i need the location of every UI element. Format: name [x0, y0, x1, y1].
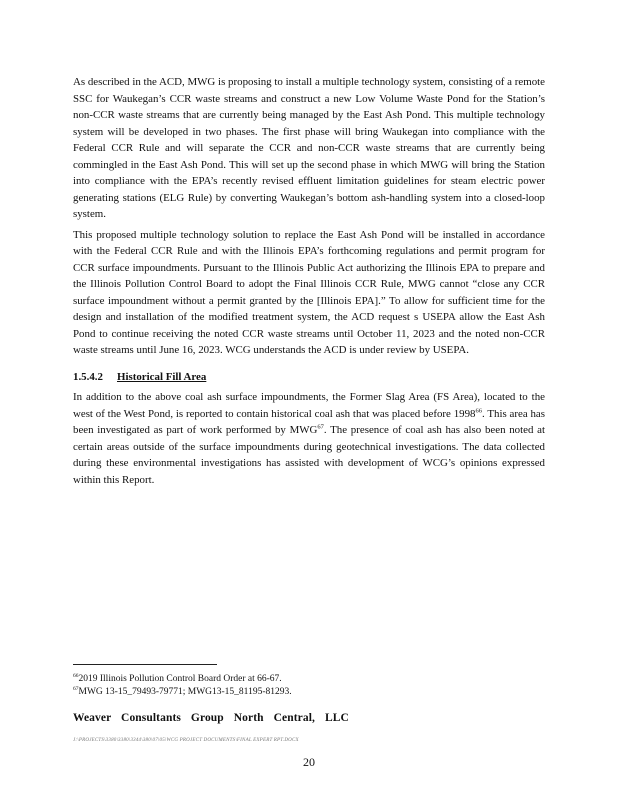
body-text: [73, 74, 545, 492]
section-number: 1.5.4.2: [73, 370, 103, 383]
paragraph-multiple-technology: This proposed multiple technology solution to replace the East Ash Pond will be installed in accordance with the Federal CCR Rule and with the Illinois EPA’s forthcoming regulations and permit program for CCR surface impoundments. Pursuant to the Illinois Public Act authorizing the Illinois EPA to prepare and the Illinois Pollution Control Board to adopt the Final Illinois CCR Rule, MWG cannot “close any CCR surface impoundment without a permit granted by the [Illinois EPA].” To allow for sufficient time for the design and installation of the modified treatment system, the ACD request s USEPA allow the East Ash Pond to continue receiving the noted CCR waste streams until October 11, 2023 and the noted non-CCR waste streams until June 16, 2023. WCG understands the ACD is under review by USEPA.: [73, 228, 545, 356]
footnote-ref-66[interactable]: 66: [475, 406, 482, 414]
footer-company-name: Weaver Consultants Group North Central, LLC: [73, 712, 349, 724]
footnote-separator: [73, 664, 217, 665]
paragraph-historical-fill-area: [73, 389, 545, 488]
footnotes: [73, 673, 545, 699]
footnote-67: [73, 686, 545, 699]
footer-file-path: J:\PROJECTS\3380\3380\3344\380\07\05\WCG PROJECT DOCUMENTS\FINAL EXPERT RPT.DOCX: [73, 738, 299, 743]
paragraph-text-part-1: In addition to the above coal ash surface impoundments, the Former Slag Area (FS Area), located to the west of the West Pond, is reported to contain historical coal ash that was placed before 1998: [73, 391, 545, 420]
paragraph-text-part-2: . This area has been investigated as part of work performed by MWG: [73, 407, 546, 436]
page-number: 20: [303, 755, 315, 769]
footnote-ref-67[interactable]: 67: [317, 423, 324, 431]
section-heading: [73, 369, 545, 386]
paragraph-text-part-3: . The presence of coal ash has also been noted at certain areas outside of the surface impoundments during geotechnical investigations. The data collected during these environmental investigations has assisted with development of WCG’s opinions expressed within this Report.: [73, 424, 545, 486]
footnote-marker: 67: [73, 685, 79, 692]
section-title: Historical Fill Area: [117, 370, 207, 383]
paragraph-acd-proposal: As described in the ACD, MWG is proposing to install a multiple technology system, consisting of a remote SSC for Waukegan’s CCR waste streams and construct a new Low Volume Waste Pond for the Station’s non-CCR waste streams that are currently being managed by the East Ash Pond. This multiple technology system will be developed in two phases. The first phase will bring Waukegan into compliance with the Federal CCR Rule and will separate the CCR and non-CCR waste streams that are currently being commingled in the East Ash Pond. This will set up the second phase in which MWG will bring the Station into compliance with the EPA’s recently revised effluent limitation guidelines for steam electric power generating stations (ELG Rule) by converting Waukegan’s bottom ash-handling system into a closed-loop system.: [73, 76, 545, 220]
footnote-text: 2019 Illinois Pollution Control Board Order at 66-67.: [78, 674, 282, 684]
footnote-text: MWG 13-15_79493-79771; MWG13-15_81195-81293.: [78, 687, 292, 697]
footnote-marker: 66: [73, 672, 79, 679]
footnote-66: [73, 673, 545, 686]
